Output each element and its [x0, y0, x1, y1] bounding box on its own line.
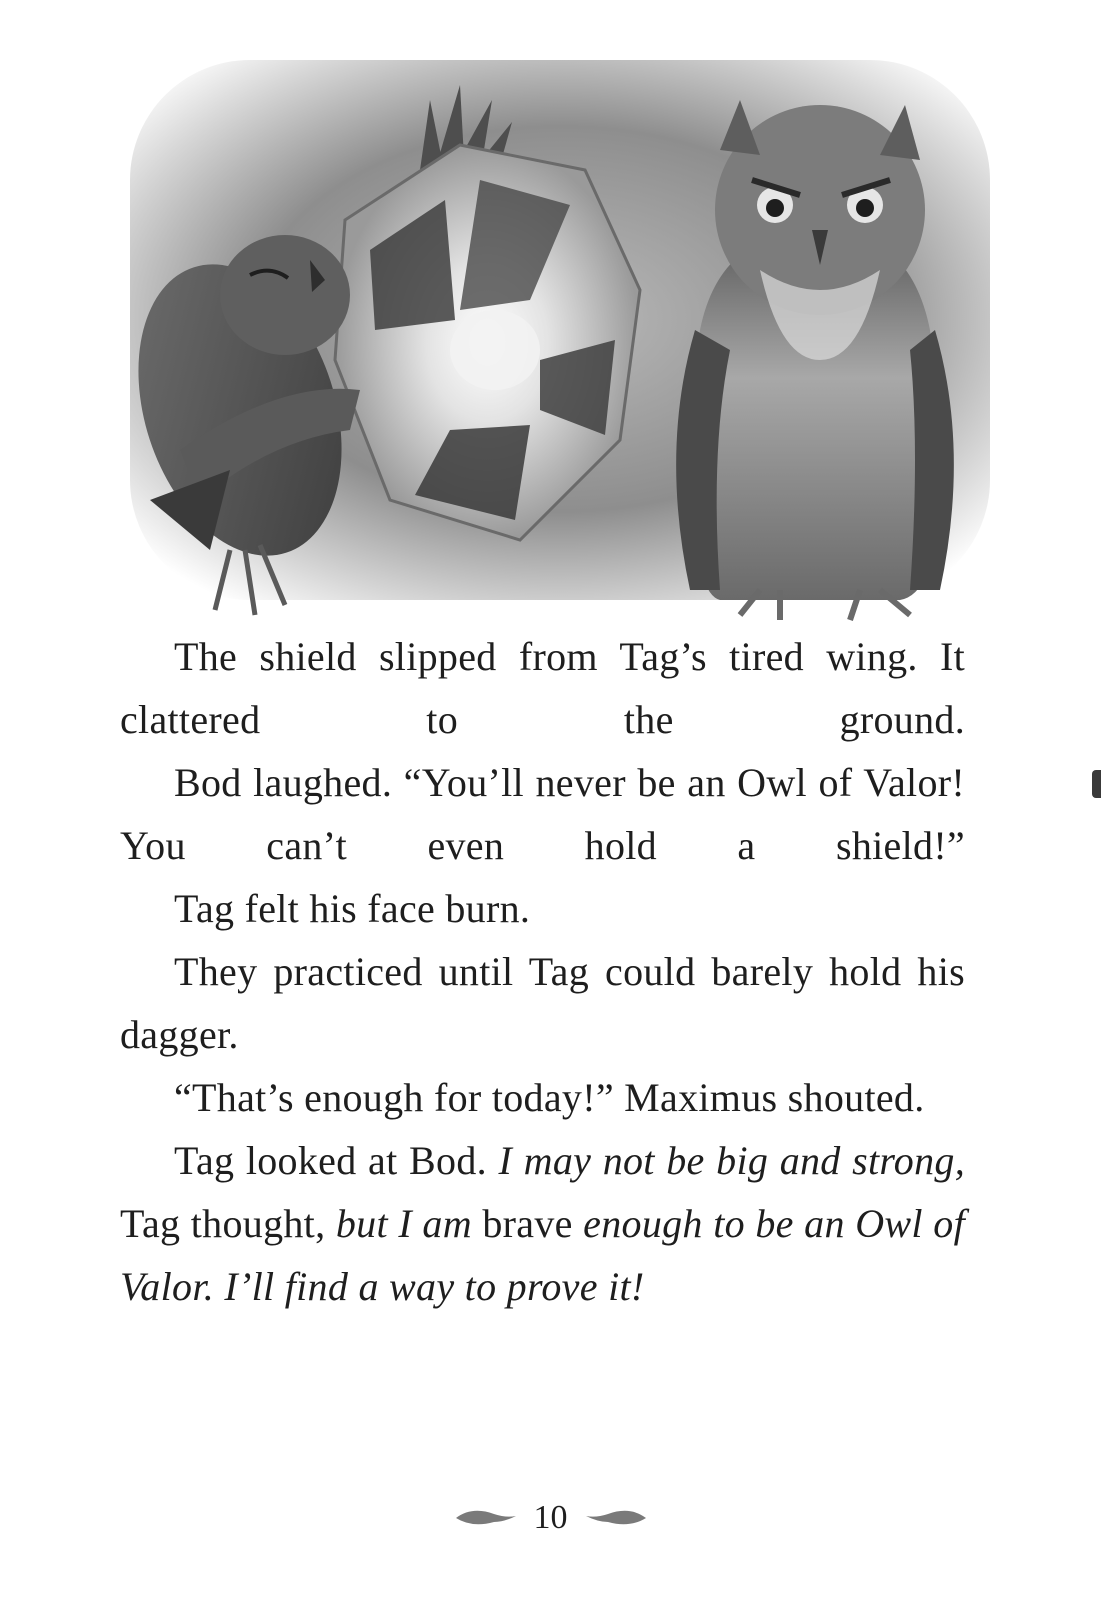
paragraph-5 — [120, 1066, 965, 1129]
paragraph-1 — [120, 625, 965, 751]
page-edge-mark — [1092, 770, 1101, 798]
paragraph-6 — [120, 1129, 965, 1318]
paragraph-2 — [120, 751, 965, 877]
owl-illustration — [120, 30, 1000, 630]
paragraph-6-text-c: brave — [471, 1201, 584, 1246]
paragraph-3 — [120, 877, 965, 940]
paragraph-2-text: Bod laughed. “You’ll never be an Owl of Valor! You can’t even hold a shield!” — [120, 760, 965, 868]
paragraph-6-text-b: Tag thought, — [120, 1201, 336, 1246]
paragraph-6-italic-c: enough to be an Owl of Valor. I’ll find a way to prove it! — [120, 1201, 965, 1309]
page-footer — [0, 1488, 1101, 1548]
right-feather-ornament-icon — [584, 1506, 648, 1530]
story-text — [120, 625, 965, 1318]
page-number: 10 — [533, 1499, 568, 1536]
paragraph-4-text: They practiced until Tag could barely hold his dagger. — [120, 949, 965, 1057]
paragraph-1-text: The shield slipped from Tag’s tired wing. It clattered to the ground. — [120, 634, 965, 742]
paragraph-6-text-a: Tag looked at Bod. — [174, 1138, 499, 1183]
paragraph-6-italic-a: I may not be big and strong, — [498, 1138, 965, 1183]
paragraph-4 — [120, 940, 965, 1066]
left-feather-ornament-icon — [454, 1506, 518, 1530]
paragraph-3-text: Tag felt his face burn. — [174, 886, 531, 931]
paragraph-5-text: “That’s enough for today!” Maximus shouted. — [174, 1075, 925, 1120]
paragraph-6-italic-b: but I am — [335, 1201, 472, 1246]
